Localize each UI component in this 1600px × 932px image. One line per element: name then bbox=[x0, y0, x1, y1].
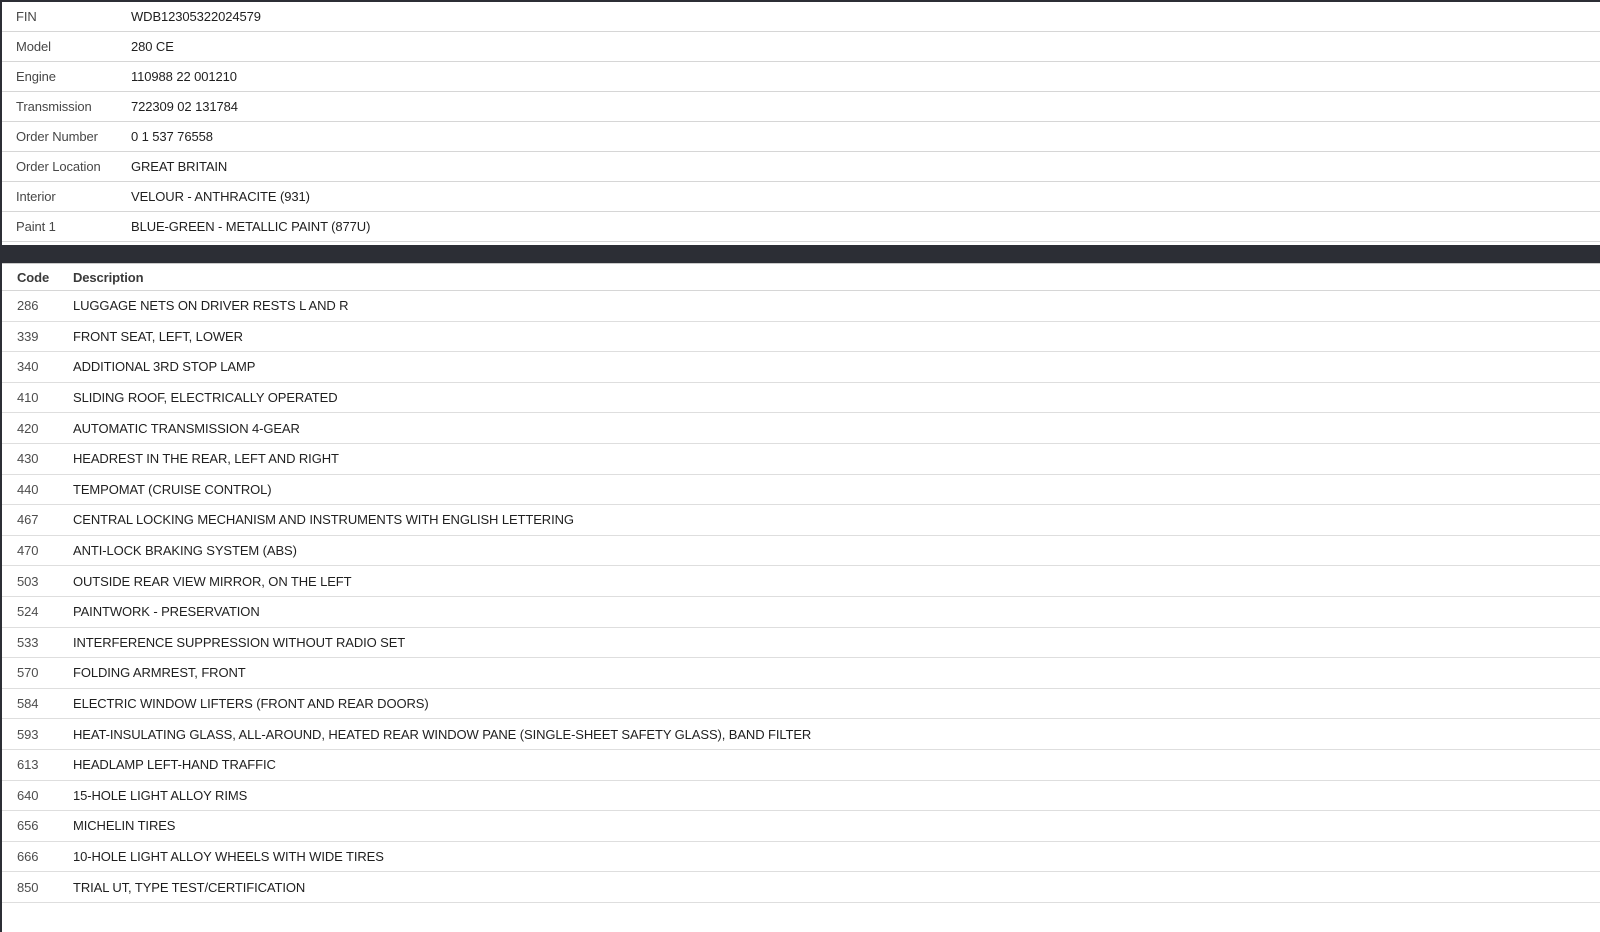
table-row bbox=[2, 719, 1600, 750]
code-column-header: Code bbox=[17, 269, 50, 285]
code-cell: 286 bbox=[17, 298, 39, 314]
spec-row bbox=[2, 122, 1600, 152]
code-cell: 640 bbox=[17, 787, 39, 803]
code-cell: 524 bbox=[17, 604, 39, 620]
table-row bbox=[2, 291, 1600, 322]
spec-value: VELOUR - ANTHRACITE (931) bbox=[131, 189, 310, 204]
spec-row bbox=[2, 2, 1600, 32]
description-cell: PAINTWORK - PRESERVATION bbox=[73, 604, 260, 620]
spec-value: 110988 22 001210 bbox=[131, 69, 237, 84]
table-row bbox=[2, 689, 1600, 720]
table-row bbox=[2, 750, 1600, 781]
table-row bbox=[2, 536, 1600, 567]
spec-label: Transmission bbox=[16, 99, 92, 114]
spec-label: Paint 1 bbox=[16, 219, 56, 234]
code-cell: 850 bbox=[17, 879, 39, 895]
description-cell: ELECTRIC WINDOW LIFTERS (FRONT AND REAR DOORS) bbox=[73, 696, 429, 712]
spec-value: GREAT BRITAIN bbox=[131, 159, 228, 174]
description-cell: ADDITIONAL 3RD STOP LAMP bbox=[73, 359, 256, 375]
table-row bbox=[2, 413, 1600, 444]
table-row bbox=[2, 781, 1600, 812]
spec-row bbox=[2, 62, 1600, 92]
spec-row bbox=[2, 182, 1600, 212]
vehicle-spec-table bbox=[2, 2, 1600, 242]
code-cell: 666 bbox=[17, 848, 39, 864]
code-cell: 656 bbox=[17, 818, 39, 834]
option-codes-header-row bbox=[2, 264, 1600, 291]
code-cell: 430 bbox=[17, 451, 39, 467]
code-cell: 467 bbox=[17, 512, 39, 528]
description-cell: AUTOMATIC TRANSMISSION 4-GEAR bbox=[73, 420, 300, 436]
spec-label: Model bbox=[16, 39, 51, 54]
spec-value: 280 CE bbox=[131, 39, 174, 54]
option-codes-rows bbox=[2, 291, 1600, 903]
spec-value: BLUE-GREEN - METALLIC PAINT (877U) bbox=[131, 219, 371, 234]
description-cell: CENTRAL LOCKING MECHANISM AND INSTRUMENTS WITH ENGLISH LETTERING bbox=[73, 512, 574, 528]
spec-row bbox=[2, 32, 1600, 62]
table-row bbox=[2, 811, 1600, 842]
description-cell: LUGGAGE NETS ON DRIVER RESTS L AND R bbox=[73, 298, 349, 314]
code-cell: 339 bbox=[17, 328, 39, 344]
table-row bbox=[2, 444, 1600, 475]
spec-value: 0 1 537 76558 bbox=[131, 129, 213, 144]
table-row bbox=[2, 628, 1600, 659]
spec-label: Engine bbox=[16, 69, 56, 84]
table-row bbox=[2, 352, 1600, 383]
code-cell: 470 bbox=[17, 543, 39, 559]
table-row bbox=[2, 322, 1600, 353]
spec-label: Order Location bbox=[16, 159, 101, 174]
section-divider-bar bbox=[2, 245, 1600, 264]
code-cell: 593 bbox=[17, 726, 39, 742]
code-cell: 613 bbox=[17, 757, 39, 773]
description-cell: TRIAL UT, TYPE TEST/CERTIFICATION bbox=[73, 879, 306, 895]
description-column-header: Description bbox=[73, 269, 144, 285]
description-cell: FRONT SEAT, LEFT, LOWER bbox=[73, 328, 243, 344]
spec-label: Interior bbox=[16, 189, 56, 204]
spec-label: FIN bbox=[16, 9, 37, 24]
code-cell: 340 bbox=[17, 359, 39, 375]
code-cell: 584 bbox=[17, 696, 39, 712]
table-row bbox=[2, 842, 1600, 873]
code-cell: 440 bbox=[17, 481, 39, 497]
description-cell: SLIDING ROOF, ELECTRICALLY OPERATED bbox=[73, 390, 338, 406]
code-cell: 570 bbox=[17, 665, 39, 681]
description-cell: 10-HOLE LIGHT ALLOY WHEELS WITH WIDE TIRES bbox=[73, 848, 384, 864]
table-row bbox=[2, 383, 1600, 414]
description-cell: MICHELIN TIRES bbox=[73, 818, 176, 834]
table-row bbox=[2, 872, 1600, 903]
description-cell: HEADLAMP LEFT-HAND TRAFFIC bbox=[73, 757, 276, 773]
spec-label: Order Number bbox=[16, 129, 98, 144]
spec-value: WDB12305322024579 bbox=[131, 9, 261, 24]
spec-row bbox=[2, 92, 1600, 122]
description-cell: 15-HOLE LIGHT ALLOY RIMS bbox=[73, 787, 248, 803]
spec-row bbox=[2, 212, 1600, 242]
table-row bbox=[2, 658, 1600, 689]
table-row bbox=[2, 566, 1600, 597]
table-row bbox=[2, 475, 1600, 506]
table-row bbox=[2, 505, 1600, 536]
spec-row bbox=[2, 152, 1600, 182]
option-codes-table bbox=[2, 264, 1600, 903]
description-cell: HEAT-INSULATING GLASS, ALL-AROUND, HEATED REAR WINDOW PANE (SINGLE-SHEET SAFETY GLASS), BAND FILTER bbox=[73, 726, 812, 742]
table-row bbox=[2, 597, 1600, 628]
code-cell: 503 bbox=[17, 573, 39, 589]
code-cell: 410 bbox=[17, 390, 39, 406]
description-cell: HEADREST IN THE REAR, LEFT AND RIGHT bbox=[73, 451, 339, 467]
description-cell: INTERFERENCE SUPPRESSION WITHOUT RADIO SET bbox=[73, 634, 406, 650]
spec-value: 722309 02 131784 bbox=[131, 99, 238, 114]
code-cell: 420 bbox=[17, 420, 39, 436]
code-cell: 533 bbox=[17, 634, 39, 650]
description-cell: ANTI-LOCK BRAKING SYSTEM (ABS) bbox=[73, 543, 297, 559]
description-cell: FOLDING ARMREST, FRONT bbox=[73, 665, 246, 681]
description-cell: TEMPOMAT (CRUISE CONTROL) bbox=[73, 481, 272, 497]
description-cell: OUTSIDE REAR VIEW MIRROR, ON THE LEFT bbox=[73, 573, 352, 589]
